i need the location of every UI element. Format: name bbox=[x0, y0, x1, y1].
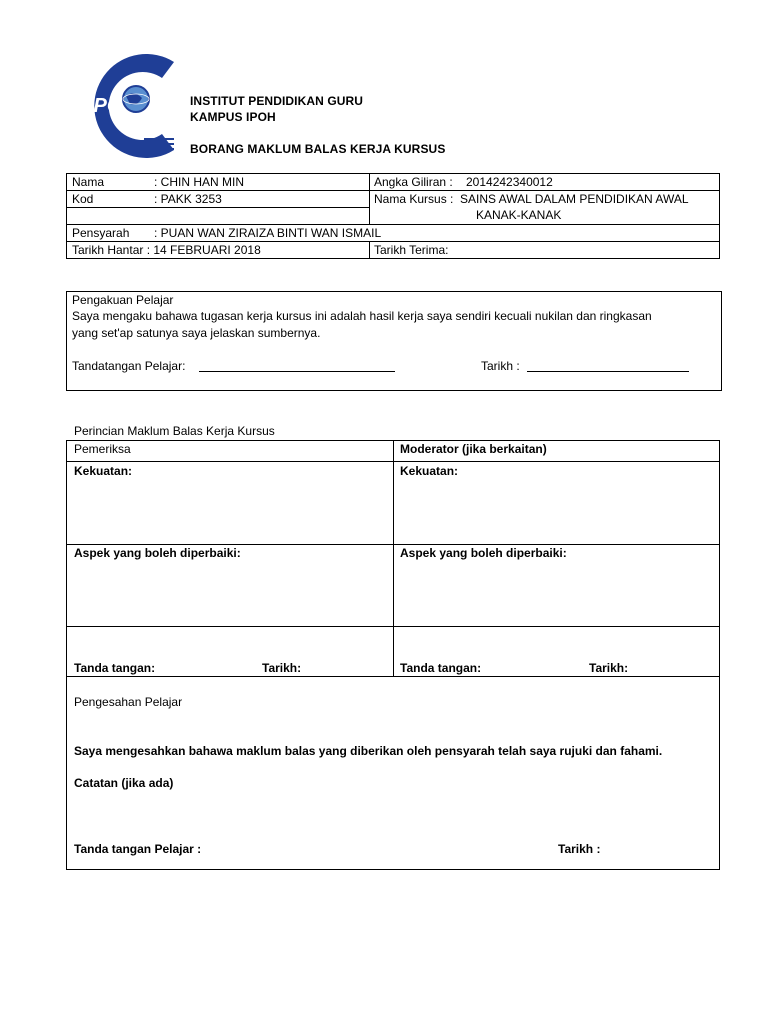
catatan-label: Catatan (jika ada) bbox=[74, 776, 174, 790]
tandatangan-pelajar-line[interactable] bbox=[199, 360, 395, 372]
pengakuan-line-1: Saya mengaku bahawa tugasan kerja kursus ini adalah hasil kerja saya sendiri kecuali nukilan dan ringkasan bbox=[72, 309, 652, 323]
campus-name: KAMPUS IPOH bbox=[190, 110, 276, 124]
angka-giliran-label: Angka Giliran : bbox=[374, 175, 453, 189]
tarikh-hantar: Tarikh Hantar : 14 FEBRUARI 2018 bbox=[72, 243, 261, 257]
nama-value: : CHIN HAN MIN bbox=[154, 175, 244, 189]
kod-value: : PAKK 3253 bbox=[154, 192, 222, 206]
pensyarah-value: : PUAN WAN ZIRAIZA BINTI WAN ISMAIL bbox=[154, 226, 382, 240]
tandatangan-pelajar-label: Tandatangan Pelajar: bbox=[72, 359, 186, 373]
perincian-title: Perincian Maklum Balas Kerja Kursus bbox=[74, 424, 275, 438]
nama-label: Nama bbox=[72, 175, 105, 189]
moderator-kekuatan-label: Kekuatan: bbox=[400, 464, 459, 478]
pemeriksa-header: Pemeriksa bbox=[74, 442, 131, 456]
kod-label: Kod bbox=[72, 192, 94, 206]
nama-kursus-value-2: KANAK-KANAK bbox=[476, 208, 562, 222]
moderator-header: Moderator (jika berkaitan) bbox=[400, 442, 547, 456]
moderator-tanda-tangan-label: Tanda tangan: bbox=[400, 661, 482, 675]
pemeriksa-tarikh-label: Tarikh: bbox=[262, 661, 302, 675]
moderator-aspek-label: Aspek yang boleh diperbaiki: bbox=[400, 546, 567, 560]
pengakuan-tarikh-line[interactable] bbox=[527, 360, 689, 372]
pensyarah-label: Pensyarah bbox=[72, 226, 130, 240]
tanda-tangan-pelajar-label: Tanda tangan Pelajar : bbox=[74, 842, 202, 856]
pengakuan-tarikh-label: Tarikh : bbox=[481, 359, 520, 373]
pengakuan-line-2: yang set'ap satunya saya jelaskan sumbernya. bbox=[72, 326, 321, 340]
angka-giliran-value: 2014242340012 bbox=[466, 175, 553, 189]
pemeriksa-tanda-tangan-label: Tanda tangan: bbox=[74, 661, 156, 675]
pengesahan-statement: Saya mengesahkan bahawa maklum balas yang diberikan oleh pensyarah telah saya rujuki dan fahami. bbox=[74, 744, 663, 758]
institute-name: INSTITUT PENDIDIKAN GURU bbox=[190, 94, 364, 108]
form-title: BORANG MAKLUM BALAS KERJA KURSUS bbox=[190, 142, 446, 156]
nama-kursus-value-1: SAINS AWAL DALAM PENDIDIKAN AWAL bbox=[460, 192, 689, 206]
logo-text: iPG bbox=[88, 95, 123, 117]
pengakuan-title: Pengakuan Pelajar bbox=[72, 293, 174, 307]
pengesahan-tarikh-label: Tarikh : bbox=[558, 842, 601, 856]
pemeriksa-kekuatan-label: Kekuatan: bbox=[74, 464, 133, 478]
tarikh-terima: Tarikh Terima: bbox=[374, 243, 449, 257]
pengesahan-title: Pengesahan Pelajar bbox=[74, 695, 183, 709]
ipg-logo bbox=[74, 54, 178, 158]
moderator-tarikh-label: Tarikh: bbox=[589, 661, 629, 675]
pemeriksa-aspek-label: Aspek yang boleh diperbaiki: bbox=[74, 546, 241, 560]
nama-kursus-label: Nama Kursus : bbox=[374, 192, 454, 206]
